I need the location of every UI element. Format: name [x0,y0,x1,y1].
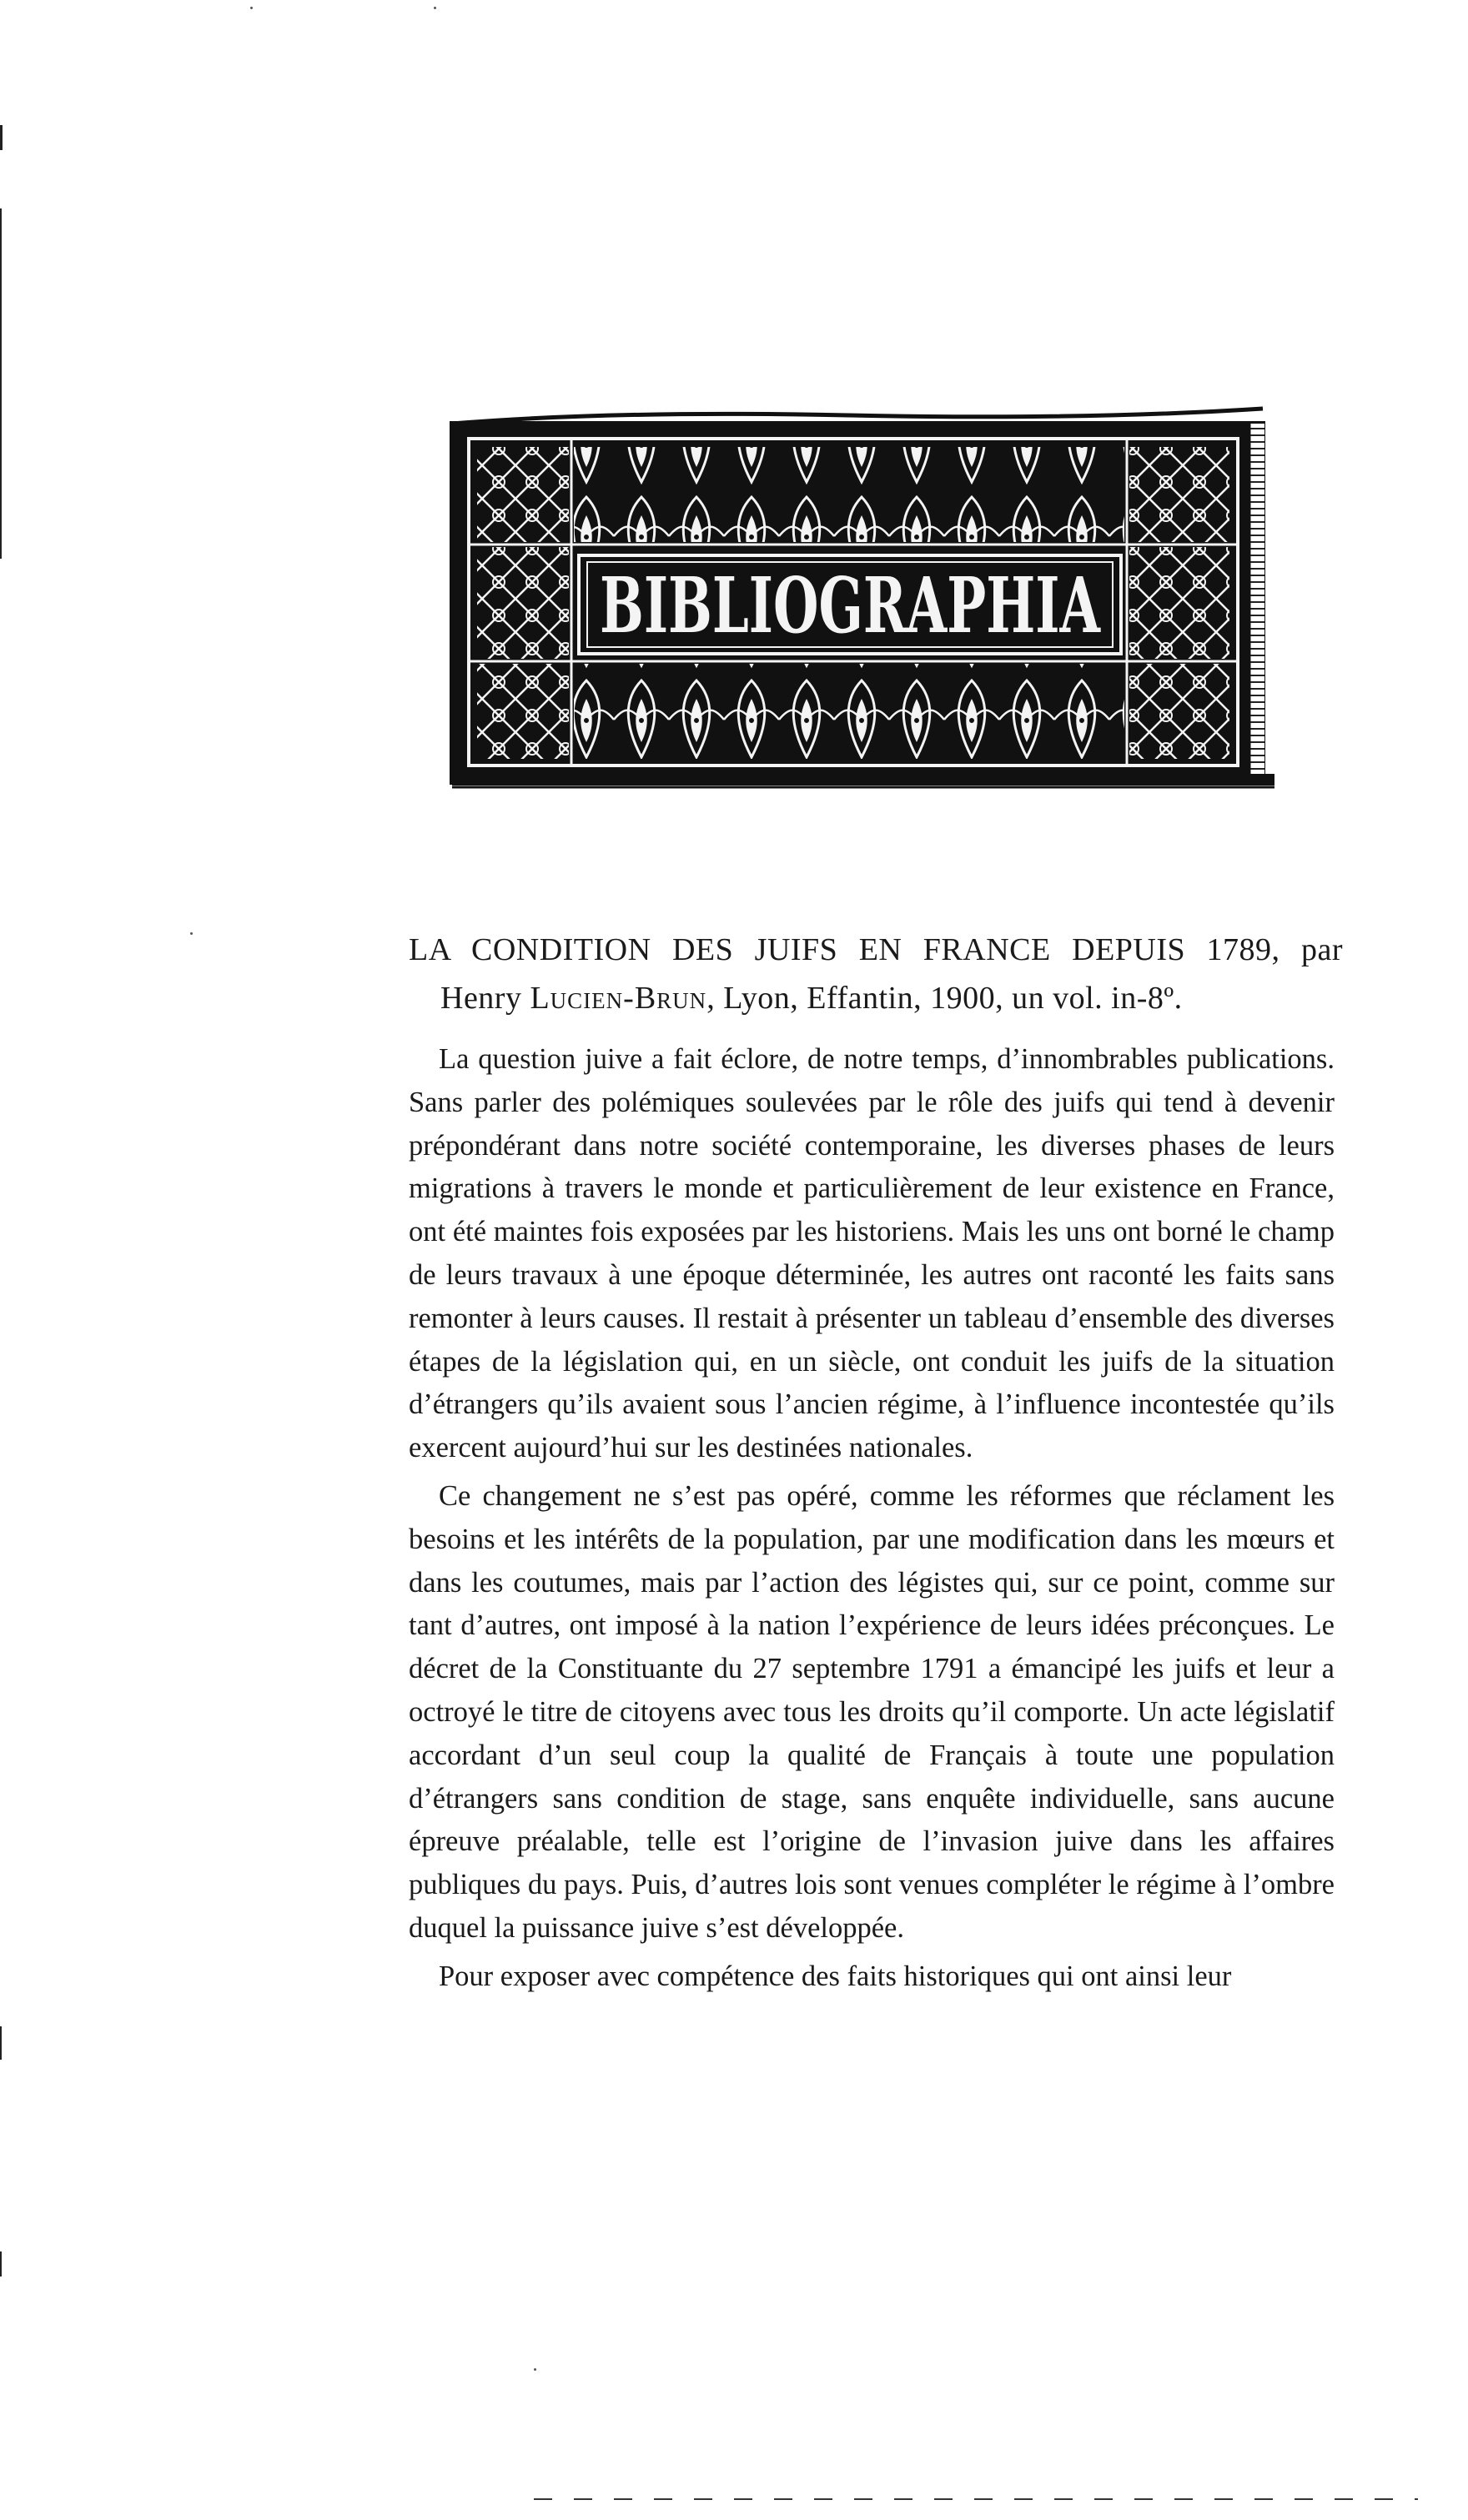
paragraph: Ce changement ne s’est pas opéré, comme les réformes que réclament les besoins et les intérêts de la population, par une modification dans les mœurs et dans les coutumes, mais par l’action des légistes qui, sur ce point, comme sur tant d’autres, ont imposé à la nation l’expérience de leurs idées préconçues. Le décret de la Constituante du 27 septembre 1791 a émancipé les juifs et leur a octroyé le titre de citoyens avec tous les droits qu’il comporte. Un acte législatif accordant d’un seul coup la qualité de Français à toute une population d’étrangers sans condition de stage, sans enquête individuelle, sans aucune épreuve préalable, telle est l’origine de l’invasion juive dans les affaires publiques du pays. Puis, d’autres lois sont venues compléter le régime à l’ombre duquel la puissance juive s’est développée. [409,1479,1335,1944]
scan-edge-line [0,2251,2,2277]
citation-title: LA CONDITION DES JUIFS EN FRANCE DEPUIS 1789, [409,932,1280,967]
review-body [409,1038,1335,2004]
citation-author-line [409,974,1343,1022]
scan-speck [434,7,436,9]
citation-by: par [1300,932,1344,967]
scan-speck [190,932,193,935]
citation-author-last: Lucien-Brun [530,981,707,1016]
citation [409,926,1343,1022]
paragraph: La question juive a fait éclore, de notre temps, d’innombrables publications. Sans parler des polémiques soulevées par le rôle des juifs qui tend à devenir prépondérant dans notre société contemporaine, les diverses phases de leurs migrations à travers le monde et particulièrement de leur existence en France, ont été maintes fois exposées par les historiens. Mais les uns ont borné le champ de leurs travaux à une époque déterminée, les autres ont raconté les faits sans remonter à leurs causes. Il restait à présenter un tableau d’ensemble des diverses étapes de la législation qui, en un siècle, ont conduit les juifs de la situation d’étrangers qu’ils avaient sous l’ancien régime, à l’influence incontestée qu’ils exercent aujourd’hui sur les destinées nationales. [409,1043,1335,1464]
ornament-title-text: BIBLIOGRAPHIA [600,560,1102,650]
scan-edge-line [0,2026,2,2060]
ornament-illustration [449,399,1274,791]
paragraph: Pour exposer avec compétence des faits historiques qui ont ainsi leur [439,1960,1232,1992]
scan-speck [534,2368,536,2371]
scan-edge-line [0,208,2,559]
scan-speck [250,7,253,9]
citation-title-line [409,926,1343,974]
scan-edge-line [0,125,3,150]
citation-author-first: Henry [440,981,522,1016]
citation-publication: , Lyon, Effantin, 1900, un vol. in-8º. [706,981,1183,1016]
scan-dash-row [0,2498,1468,2500]
bibliographia-ornament-banner [449,399,1274,791]
